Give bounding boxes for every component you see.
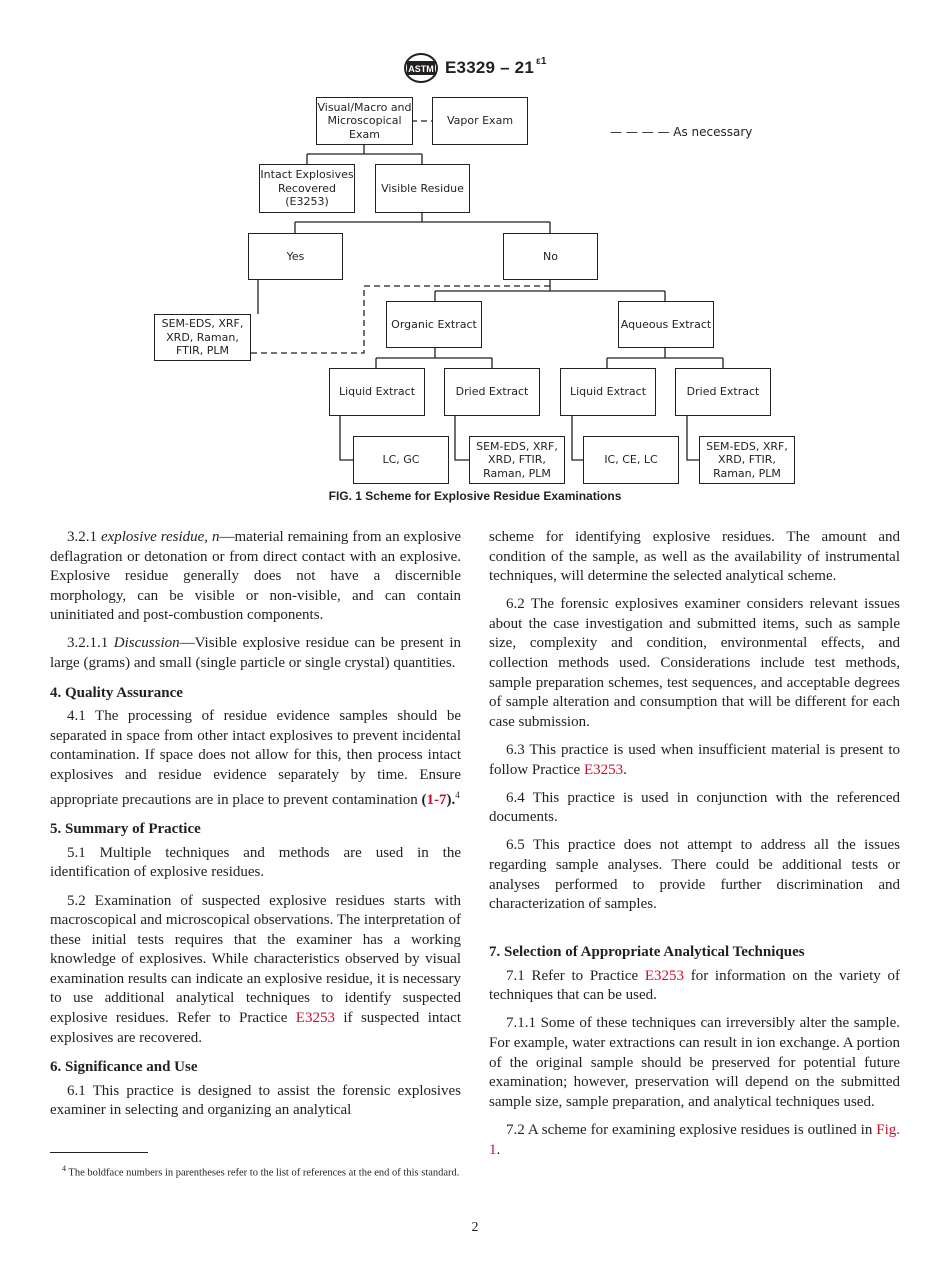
box-visual-exam: Visual/Macro and Microscopical Exam [316,97,413,145]
right-column [489,528,900,1169]
box-organic-extract: Organic Extract [386,301,482,348]
para-3-2-1-1: 3.2.1.1 Discussion—Visible explosive residue can be present in large (grams) and small (single particle or single crystal) quantities. [50,635,461,672]
para-7-1: 7.1 Refer to Practice E3253 for information on the variety of techniques that can be used. [489,967,900,1004]
ref-link-fig-1[interactable]: Fig. 1 [489,1121,900,1158]
box-intact-explosives: Intact Explosives Recovered (E3253) [259,164,355,213]
para-7-1-1: 7.1.1 Some of these techniques can irreversibly alter the sample. For example, water extractions can result in ion exchange. A portion of the original sample should be preserved for potential future examination; however, preservation will depend on the submitted sample size, sample preparation, and analytical techniques used. [489,1015,900,1110]
footnote-rule [50,1152,148,1153]
figure-caption: FIG. 1 Scheme for Explosive Residue Examinations [328,489,622,503]
box-dried-extract-2: Dried Extract [675,368,771,416]
ref-link-e3253-3[interactable]: E3253 [644,967,685,984]
box-yes: Yes [248,233,343,280]
para-5-1: 5.1 Multiple techniques and methods are used in the identification of explosive residues. [50,844,461,881]
ref-link-e3253-2[interactable]: E3253 [583,761,624,778]
para-5-2: 5.2 Examination of suspected explosive residues starts with macroscopical and microscopical observations. The interpretation of these initial tests requires that the examiner has a working knowledge of explosives. While characteristics observed by visual examination results can indicate an explosive residue, it is necessary to use additional analytical techniques to identify suspected explosive residues. Refer to Practice E3253 if suspected intact explosives are recovered. [50,892,462,1046]
para-3-2-1: 3.2.1 explosive residue, n—material remaining from an explosive deflagration or detonation or from direct contact with an explosive. Explosive residue generally does not have a discernible morphology, can be visible or non-visible, and can contain uninitiated and post-combustion components. [50,529,462,624]
box-vapor-exam: Vapor Exam [432,97,528,145]
legend-as-necessary: — — — — As necessary [610,125,753,139]
box-aqueous-extract: Aqueous Extract [618,301,714,348]
box-lc-gc: LC, GC [353,436,449,484]
heading-significance-and-use: 6. Significance and Use [50,1059,198,1076]
heading-selection-techniques: 7. Selection of Appropriate Analytical Techniques [489,944,805,961]
heading-quality-assurance: 4. Quality Assurance [50,684,183,701]
box-dried-extract-1: Dried Extract [444,368,540,416]
box-liquid-extract-1: Liquid Extract [329,368,425,416]
para-6-3: 6.3 This practice is used when insufficient material is present to follow Practice E3253. [489,741,900,778]
footnote: $^4$ The boldface numbers in parentheses refer to the list of references at the end of this standard. [62,1164,460,1179]
box-ic-ce-lc: IC, CE, LC [583,436,679,484]
flowchart-connectors [0,0,950,490]
box-visible-residue: Visible Residue [375,164,470,213]
heading-summary-of-practice: 5. Summary of Practice [50,821,201,838]
box-liquid-extract-2: Liquid Extract [560,368,656,416]
para-6-5: 6.5 This practice does not attempt to address all the issues regarding sample analyses. There could be additional tests or analyses performed to provide further discrimination and characterization of samples. [489,837,900,913]
box-sem-eds-1: SEM-EDS, XRF, XRD, Raman, FTIR, PLM [154,314,251,361]
box-no: No [503,233,598,280]
box-sem-eds-2: SEM-EDS, XRF, XRD, FTIR, Raman, PLM [469,436,565,484]
para-6-1: 6.1 This practice is designed to assist the forensic explosives examiner in selecting and organizing an analytical [50,1082,461,1119]
para-6-2: 6.2 The forensic explosives examiner considers relevant issues about the case investigation and submitted items, such as sample size, complexity and condition, environmental effects, and collection methods used. Considerations include test methods, sample preparation schemes, test sequences, and acceptable degrees of sample alteration and consumption that will be different for each case submission. [489,596,900,730]
box-sem-eds-3: SEM-EDS, XRF, XRD, FTIR, Raman, PLM [699,436,795,484]
para-4-1: 4.1 The processing of residue evidence samples should be separated in space from other intact explosives to prevent incidental contamination. If space does not allow for this, then process intact explosives and residue evidence separately by time. Ensure appropriate precautions are in place to prevent contamination (1-7).$^4$ [50,708,461,808]
left-column [50,528,461,1130]
page-number: 2 [471,1220,479,1235]
para-6-4: 6.4 This practice is used in conjunction with the referenced documents. [489,789,900,826]
designation: E3329 – 21 $^{\varepsilon 1}$ [445,56,547,77]
para-7-2: 7.2 A scheme for examining explosive residues is outlined in Fig. 1. [489,1121,900,1158]
ref-link-e3253[interactable]: E3253 [295,1010,335,1027]
ref-link-1-7[interactable]: 1-7 [426,791,447,808]
svg-text:ASTM: ASTM [408,64,434,74]
para-6-1-cont: scheme for identifying explosive residues. The amount and condition of the sample, as well as the availability of instrumental techniques, will determine the selected analytical scheme. [489,529,900,585]
